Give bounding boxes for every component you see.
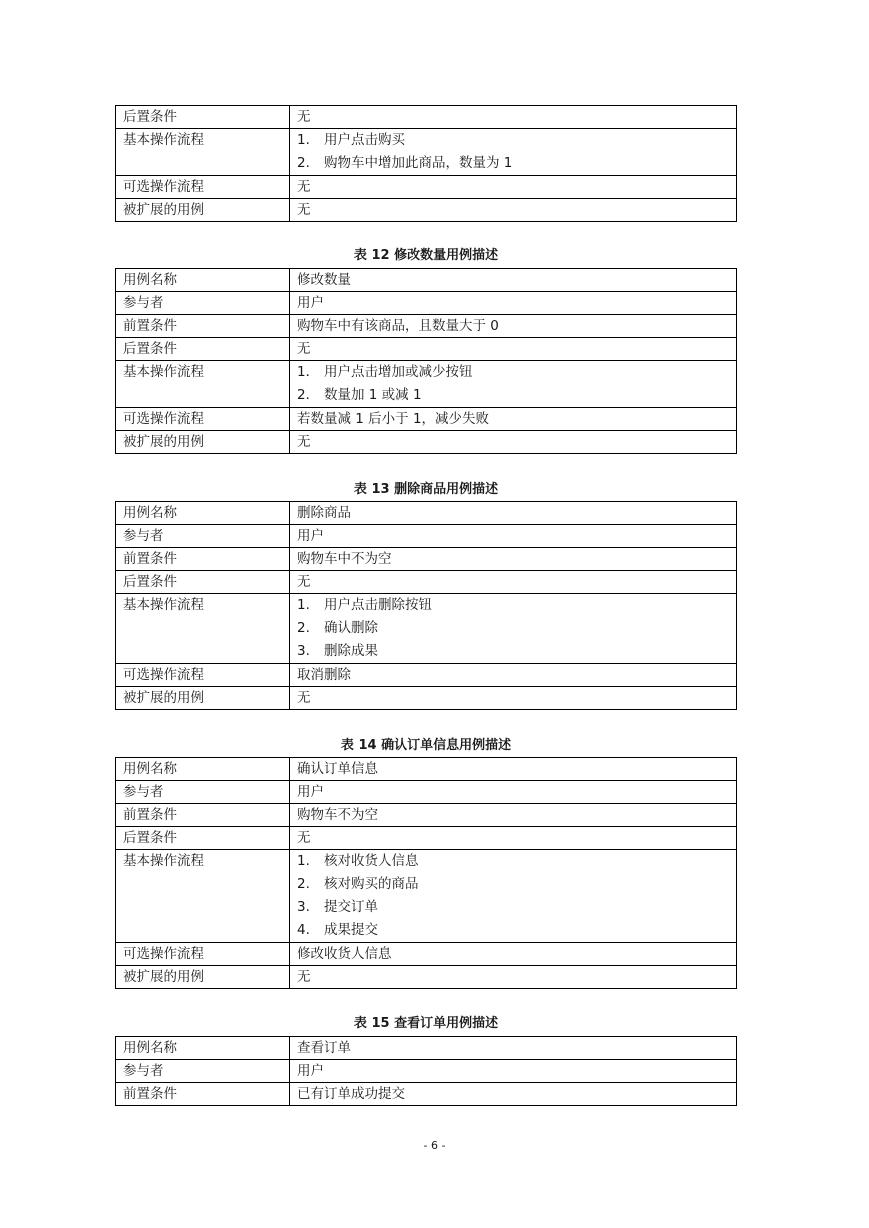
step-item [297, 919, 729, 942]
table-row [116, 502, 737, 525]
step-number: 3. [297, 643, 310, 659]
steps-cell [290, 850, 737, 943]
step-number: 2. [297, 155, 310, 171]
row-value: 取消删除 [290, 664, 737, 687]
table-row [116, 850, 737, 943]
row-value: 用户 [290, 292, 737, 315]
step-text: 提交订单 [324, 899, 378, 915]
row-label: 可选操作流程 [116, 664, 290, 687]
row-label: 前置条件 [116, 1083, 290, 1106]
step-number: 1. [297, 597, 310, 613]
row-label: 后置条件 [116, 338, 290, 361]
table-row [116, 1083, 737, 1106]
row-value: 购物车中不为空 [290, 548, 737, 571]
step-item [297, 594, 729, 617]
row-label: 可选操作流程 [116, 408, 290, 431]
table-row [116, 966, 737, 989]
step-number: 4. [297, 922, 310, 938]
row-label: 后置条件 [116, 571, 290, 594]
table-row [116, 758, 737, 781]
row-label: 前置条件 [116, 548, 290, 571]
table-row [116, 176, 737, 199]
step-text: 成果提交 [324, 922, 378, 938]
row-value: 无 [290, 431, 737, 454]
table-row [116, 525, 737, 548]
row-value: 购物车中有该商品，且数量大于 0 [290, 315, 737, 338]
row-label: 用例名称 [116, 502, 290, 525]
row-value: 购物车不为空 [290, 804, 737, 827]
row-label: 基本操作流程 [116, 361, 290, 408]
row-label: 参与者 [116, 781, 290, 804]
row-label: 可选操作流程 [116, 943, 290, 966]
row-value: 无 [290, 199, 737, 222]
usecase-table-confirm-order [115, 757, 737, 989]
step-item [297, 129, 729, 152]
usecase-table-delete-item [115, 501, 737, 710]
table-row [116, 943, 737, 966]
table-row [116, 292, 737, 315]
step-item [297, 640, 729, 663]
table-row [116, 1060, 737, 1083]
step-item [297, 850, 729, 873]
step-item [297, 896, 729, 919]
table-row [116, 1037, 737, 1060]
step-text: 核对购买的商品 [324, 876, 419, 892]
row-label: 被扩展的用例 [116, 199, 290, 222]
table-row [116, 338, 737, 361]
table-row [116, 129, 737, 176]
table-row [116, 431, 737, 454]
table-row [116, 106, 737, 129]
step-item [297, 384, 729, 407]
row-label: 用例名称 [116, 1037, 290, 1060]
step-text: 用户点击增加或减少按钮 [324, 364, 473, 380]
row-value: 无 [290, 571, 737, 594]
usecase-table-view-order [115, 1036, 737, 1106]
row-label: 参与者 [116, 292, 290, 315]
step-number: 1． [297, 364, 320, 380]
step-text: 购物车中增加此商品，数量为 1 [324, 155, 513, 171]
step-text: 核对收货人信息 [324, 853, 419, 869]
step-number: 3. [297, 899, 310, 915]
usecase-table-continued [115, 105, 737, 222]
row-label: 被扩展的用例 [116, 431, 290, 454]
page-number: - 6 - [423, 1139, 446, 1152]
step-text: 删除成果 [324, 643, 378, 659]
steps-cell [290, 129, 737, 176]
row-value: 用户 [290, 525, 737, 548]
step-number: 2． [297, 387, 320, 403]
table-row [116, 664, 737, 687]
row-value: 若数量减 1 后小于 1，减少失败 [290, 408, 737, 431]
row-value: 已有订单成功提交 [290, 1083, 737, 1106]
usecase-table-modify-quantity [115, 268, 737, 454]
row-label: 可选操作流程 [116, 176, 290, 199]
row-label: 基本操作流程 [116, 594, 290, 664]
table-caption: 表 12 修改数量用例描述 [353, 248, 499, 263]
step-number: 2. [297, 620, 310, 636]
row-label: 参与者 [116, 1060, 290, 1083]
table-row [116, 804, 737, 827]
step-text: 用户点击删除按钮 [324, 597, 432, 613]
table-row [116, 269, 737, 292]
step-number: 1. [297, 853, 310, 869]
steps-cell [290, 361, 737, 408]
table-row [116, 315, 737, 338]
table-row [116, 199, 737, 222]
row-label: 被扩展的用例 [116, 966, 290, 989]
row-value: 无 [290, 827, 737, 850]
row-label: 用例名称 [116, 269, 290, 292]
row-value: 修改收货人信息 [290, 943, 737, 966]
step-text: 确认删除 [324, 620, 378, 636]
row-label: 用例名称 [116, 758, 290, 781]
step-text: 数量加 1 或减 1 [324, 387, 422, 403]
row-label: 基本操作流程 [116, 129, 290, 176]
step-text: 用户点击购买 [324, 132, 405, 148]
table-row [116, 827, 737, 850]
row-label: 后置条件 [116, 827, 290, 850]
row-label: 被扩展的用例 [116, 687, 290, 710]
row-value: 确认订单信息 [290, 758, 737, 781]
table-row [116, 594, 737, 664]
table-caption: 表 14 确认订单信息用例描述 [340, 738, 512, 753]
step-item [297, 873, 729, 896]
row-label: 后置条件 [116, 106, 290, 129]
table-row [116, 781, 737, 804]
step-item [297, 617, 729, 640]
row-label: 参与者 [116, 525, 290, 548]
row-value: 修改数量 [290, 269, 737, 292]
row-value: 无 [290, 176, 737, 199]
table-caption: 表 13 删除商品用例描述 [353, 482, 499, 497]
row-value: 无 [290, 966, 737, 989]
row-value: 查看订单 [290, 1037, 737, 1060]
row-value: 用户 [290, 1060, 737, 1083]
step-item [297, 152, 729, 175]
table-row [116, 361, 737, 408]
table-caption: 表 15 查看订单用例描述 [353, 1016, 499, 1031]
table-row [116, 548, 737, 571]
table-row [116, 408, 737, 431]
row-value: 删除商品 [290, 502, 737, 525]
steps-cell [290, 594, 737, 664]
row-value: 无 [290, 687, 737, 710]
step-number: 2. [297, 876, 310, 892]
row-label: 前置条件 [116, 315, 290, 338]
step-number: 1. [297, 132, 310, 148]
row-value: 用户 [290, 781, 737, 804]
step-item [297, 361, 729, 384]
table-row [116, 687, 737, 710]
table-row [116, 571, 737, 594]
row-label: 前置条件 [116, 804, 290, 827]
row-value: 无 [290, 338, 737, 361]
row-label: 基本操作流程 [116, 850, 290, 943]
row-value: 无 [290, 106, 737, 129]
